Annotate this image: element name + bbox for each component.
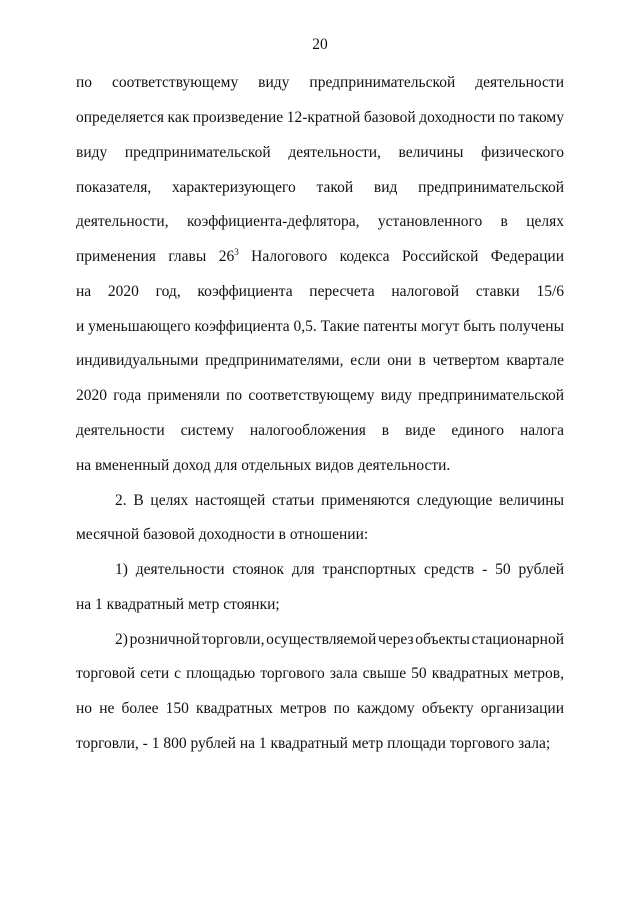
text-line: 2. В целях настоящей статьи применяются следующие величины xyxy=(115,492,564,509)
text-line: торговой сети с площадью торгового зала свыше 50 квадратных метров, xyxy=(76,665,564,682)
text-line: на 1 квадратный метр стоянки; xyxy=(76,596,280,613)
text-line: деятельности, коэффициента-дефлятора, установленного в целях xyxy=(76,213,564,230)
text-line: торговли, - 1 800 рублей на 1 квадратный метр площади торгового зала; xyxy=(76,735,551,752)
text-line: но не более 150 квадратных метров по каждому объекту организации xyxy=(76,700,564,717)
page-number: 20 xyxy=(312,36,328,53)
text-line: по соответствующему виду предпринимательской деятельности xyxy=(76,74,564,91)
text-line: 2020 года применяли по соответствующему виду предпринимательской xyxy=(76,387,564,404)
text-line: на вмененный доход для отдельных видов деятельности. xyxy=(76,457,451,474)
text-line: месячной базовой доходности в отношении: xyxy=(76,526,369,543)
text-line: 2) розничной торговли, осуществляемой через объекты стационарной xyxy=(115,631,564,648)
text-line: и уменьшающего коэффициента 0,5. Такие патенты могут быть получены xyxy=(76,318,564,335)
superscript: 3 xyxy=(234,247,239,257)
text-line: определяется как произведение 12-кратной базовой доходности по такому xyxy=(76,109,564,126)
text-line: индивидуальными предпринимателями, если они в четвертом квартале xyxy=(76,352,564,369)
text-line: виду предпринимательской деятельности, величины физического xyxy=(76,144,564,161)
text-line: деятельности систему налогообложения в виде единого налога xyxy=(76,422,564,439)
text-line: показателя, характеризующего такой вид предпринимательской xyxy=(76,179,564,196)
text-line: применения главы $26^3$ Налогового кодекса Российской Федерации xyxy=(76,247,564,265)
text-line: на 2020 год, коэффициента пересчета налоговой ставки 15/6 xyxy=(76,283,564,300)
text-line: 1) деятельности стоянок для транспортных средств - 50 рублей xyxy=(115,561,564,578)
